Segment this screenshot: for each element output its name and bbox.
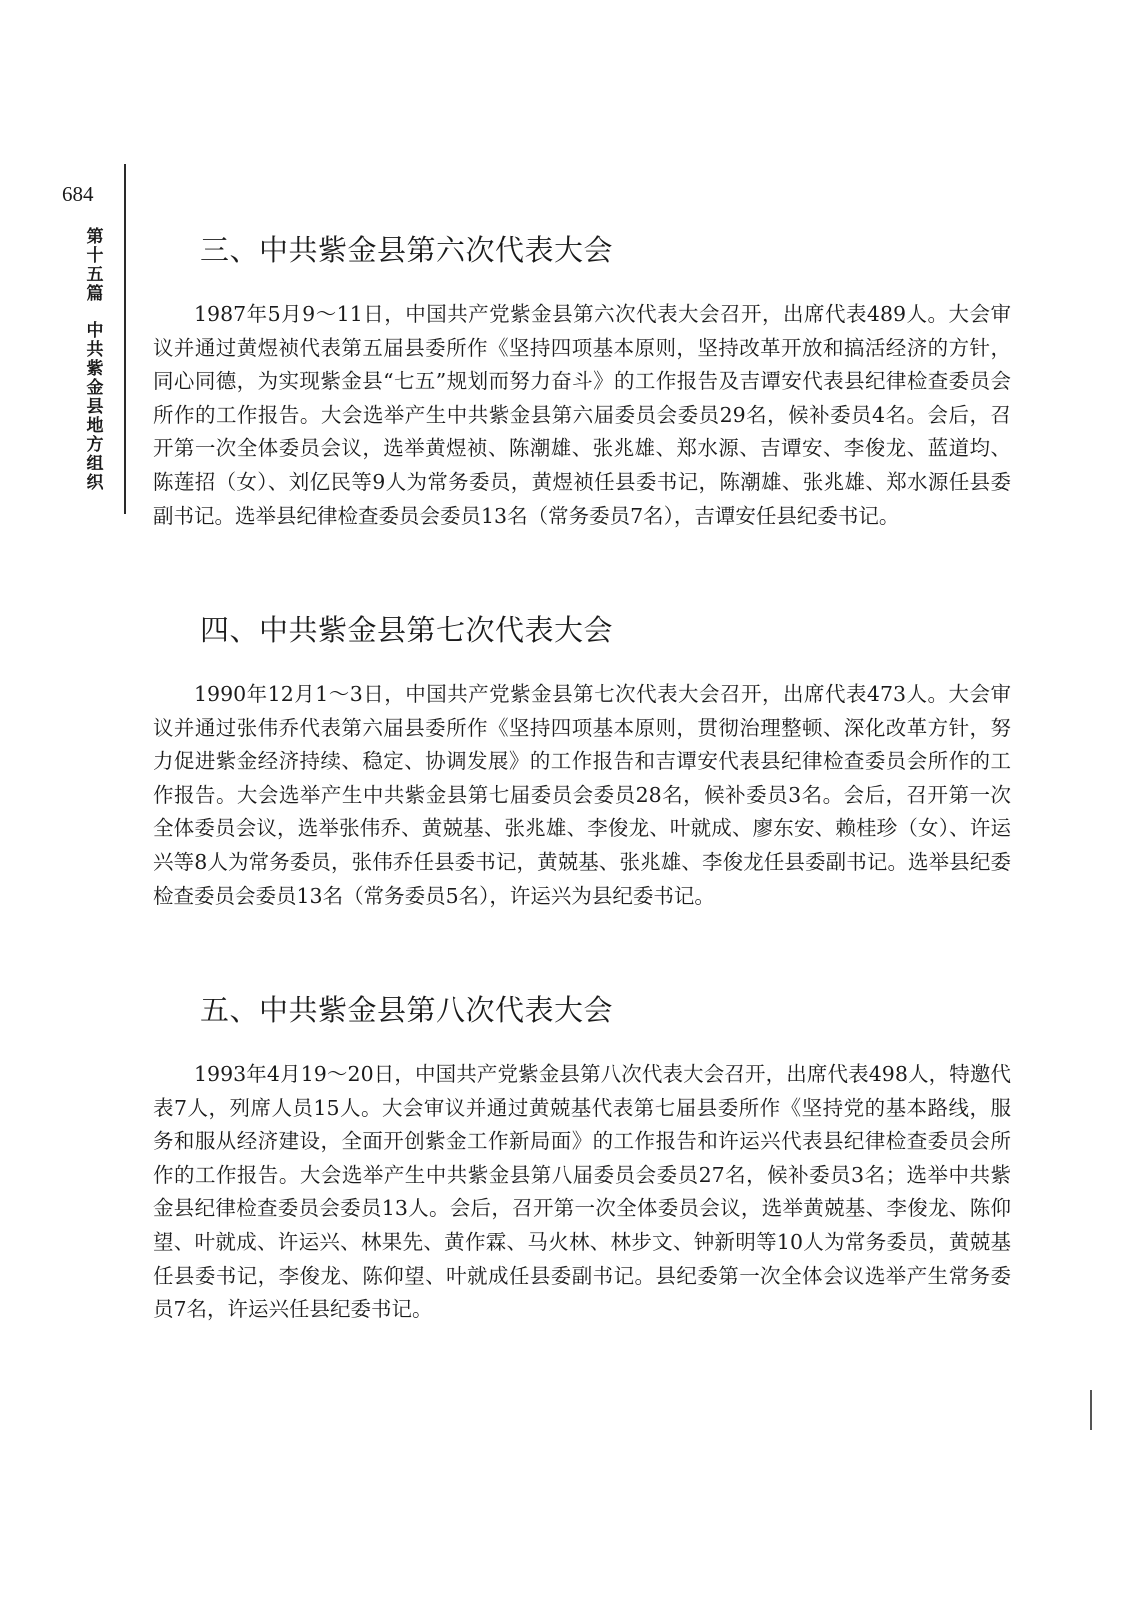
page-number: 684 <box>62 182 94 206</box>
running-head-title: 中 共 紫 金 县 地 方 组 织 <box>86 321 104 493</box>
scan-edge-mark <box>1090 1390 1092 1430</box>
section-title-7th-congress: 四、中共紫金县第七次代表大会 <box>200 613 614 647</box>
margin-divider <box>124 164 126 514</box>
section-paragraph-6th-congress: 1987年5月9～11日，中国共产党紫金县第六次代表大会召开，出席代表489人。大会审议并通过黄煜祯代表第五届县委所作《坚持四项基本原则，坚持改革开放和搞活经济的方针，同心同德，为实现紫金县“七五”规划而努力奋斗》的工作报告及吉谭安代表县纪律检查委员会所作的工作报告。大会选举产生中共紫金县第六届委员会委员29名，候补委员4名。会后，召开第一次全体委员会议，选举黄煜祯、陈潮雄、张兆雄、郑水源、吉谭安、李俊龙、蓝道均、陈莲招（女）、刘亿民等9人为常务委员，黄煜祯任县委书记，陈潮雄、张兆雄、郑水源任县委副书记。选举县纪律检查委员会委员13名（常务委员7名），吉谭安任县纪委书记。 <box>153 302 1011 528</box>
running-head <box>83 228 107 493</box>
section-paragraph-7th-congress: 1990年12月1～3日，中国共产党紫金县第七次代表大会召开，出席代表473人。大会审议并通过张伟乔代表第六届县委所作《坚持四项基本原则，贯彻治理整顿、深化改革方针，努力促进紫金经济持续、稳定、协调发展》的工作报告和吉谭安代表县纪律检查委员会所作的工作报告。大会选举产生中共紫金县第七届委员会委员28名，候补委员3名。会后，召开第一次全体委员会议，选举张伟乔、黄兢基、张兆雄、李俊龙、叶就成、廖东安、赖桂珍（女）、许运兴等8人为常务委员，张伟乔任县委书记，黄兢基、张兆雄、李俊龙任县委副书记。选举县纪委检查委员会委员13名（常务委员5名），许运兴为县纪委书记。 <box>153 682 1011 908</box>
section-paragraph-8th-congress: 1993年4月19～20日，中国共产党紫金县第八次代表大会召开，出席代表498人，特邀代表7人，列席人员15人。大会审议并通过黄兢基代表第七届县委所作《坚持党的基本路线，服务和服从经济建设，全面开创紫金工作新局面》的工作报告和许运兴代表县纪律检查委员会所作的工作报告。大会选举产生中共紫金县第八届委员会委员27名，候补委员3名；选举中共紫金县纪律检查委员会委员13人。会后，召开第一次全体委员会议，选举黄兢基、李俊龙、陈仰望、叶就成、许运兴、林果先、黄作霖、马火林、林步文、钟新明等10人为常务委员，黄兢基任县委书记，李俊龙、陈仰望、叶就成任县委副书记。县纪委第一次全体会议选举产生常务委员7名，许运兴任县纪委书记。 <box>153 1062 1011 1322</box>
section-title-6th-congress: 三、中共紫金县第六次代表大会 <box>200 233 614 267</box>
running-head-part: 第 十 五 篇 <box>86 227 104 304</box>
section-title-8th-congress: 五、中共紫金县第八次代表大会 <box>200 993 614 1027</box>
